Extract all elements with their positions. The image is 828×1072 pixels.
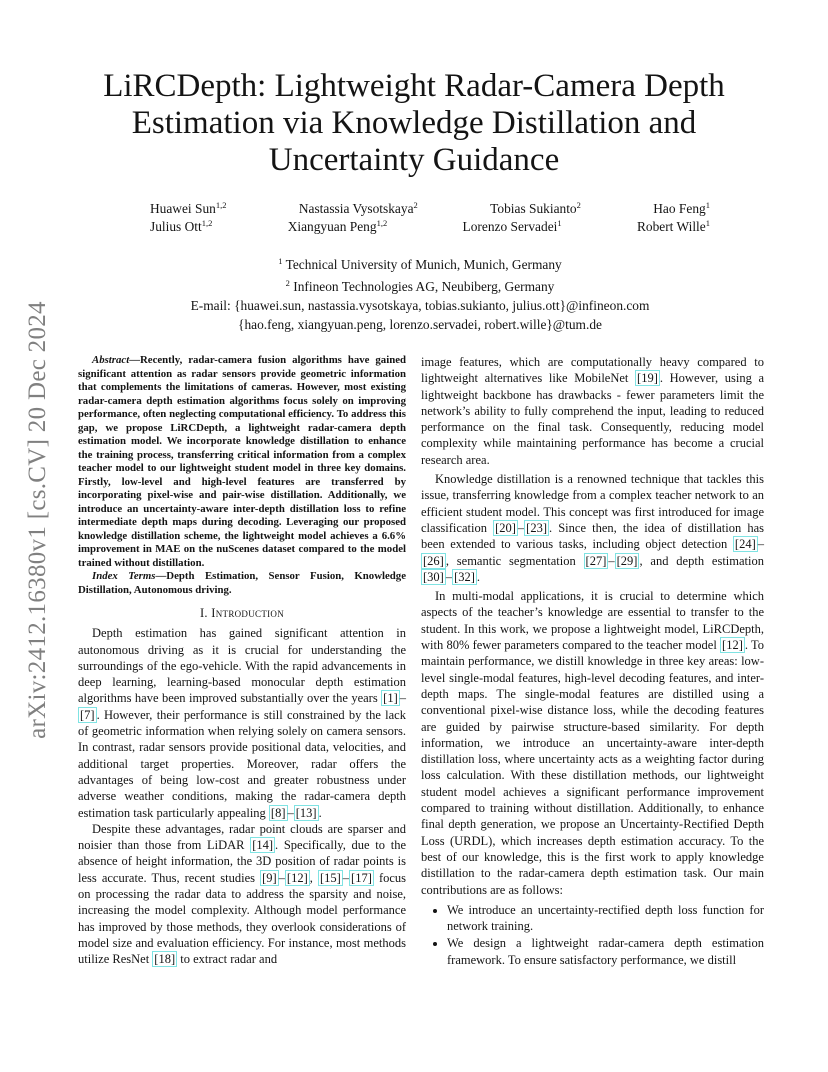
right-column (421, 354, 764, 969)
author: Hao Feng$^1$ (653, 200, 710, 216)
section-heading: I. Introduction (199, 606, 285, 620)
intro-paragraph-3: image features, which are computationally heavy compared to lightweight alternatives like MobileNet [19] . However, using a lightweight backbone has drawbacks - fewer parameters limit the network’s ability to fully comprehend the input, leading to reduced performance on the final task. Consequently, reducing model complexity while maintaining performance has become a crucial research area. (421, 355, 765, 467)
citation-link[interactable]: [8] (270, 805, 286, 820)
intro-paragraph-1: Depth estimation has gained significant attention in autonomous driving as it is crucial for understanding the surroundings of the ego-vehicle. With the rapid advancements in deep learning, learning-based monocular depth estimation algorithms have been improved substantially over the years [1] –[7] . However, their performance is still constrained by the lack of geometric information when relying solely on camera sensors. In contrast, radar sensors provide positional data, velocities, and additional target properties. Moreover, radar offers the advantages of being low-cost and greater robustness under adverse weather conditions, making the radar-camera depth estimation task particularly appealing [8] – [13] . (78, 626, 406, 820)
citation-link[interactable]: [29] (616, 553, 638, 568)
author: Robert Wille$^1$ (636, 218, 710, 234)
arxiv-sidebar (22, 280, 54, 760)
affiliations (100, 252, 740, 334)
citation-link[interactable]: [27] (585, 553, 607, 568)
affiliation-1: $^1$ Technical University of Munich, Munich, Germany (278, 256, 562, 272)
citation-link[interactable]: [15] (319, 870, 341, 885)
citation-link[interactable]: [7] (80, 707, 95, 722)
citation-link[interactable]: [12] (722, 638, 743, 653)
intro-paragraph-2: Despite these advantages, radar point clouds are sparser and noisier than those from LiDAR [14] . Specifically, due to the absence of height information, the 3D position of radar points is less accurate. Thus, recent studies [9] – [12] , [15] – [17] focus on processing the radar data to address the sparsity and noise, increasing the model complexity. Although model performance has improved by those methods, they overlook considerations of model size and evaluation efficiency. For instance, most methods utilize ResNet [18] to extract radar and (78, 821, 407, 967)
email-line-2: {hao.feng, xiangyuan.peng, lorenzo.servadei, robert.wille}@tum.de (238, 317, 602, 332)
email-line-1: E-mail: {huawei.sun, nastassia.vysotskaya, tobias.sukianto, julius.ott}@infineon.com (190, 298, 650, 313)
arxiv-identifier: arXiv:2412.16380v1 [cs.CV] 20 Dec 2024 (24, 301, 51, 739)
affiliation-2: $^2$ Infineon Technologies AG, Neubiberg, Germany (285, 278, 555, 294)
author: Nastassia Vysotskaya$^2$ (298, 200, 418, 216)
citation-link[interactable]: [26] (423, 553, 444, 568)
citation-link[interactable]: [18] (154, 952, 176, 967)
citation-link[interactable]: [9] (262, 870, 277, 885)
citation-link[interactable]: [32] (454, 569, 475, 584)
author: Julius Ott$^{1,2}$ (150, 218, 213, 234)
citation-link[interactable]: [17] (351, 870, 372, 885)
citation-link[interactable]: [13] (295, 805, 317, 820)
left-column (78, 354, 406, 968)
citation-link[interactable]: [30] (423, 569, 444, 584)
author-row-1 (150, 200, 710, 218)
contribution-list (421, 902, 764, 968)
citation-link[interactable]: [19] (637, 371, 658, 386)
author-list (150, 200, 710, 236)
index-terms: Index Terms—Depth Estimation, Sensor Fusion, Knowledge Distillation, Autonomous driving. (78, 570, 406, 596)
author: Xiangyuan Peng$^{1,2}$ (287, 218, 388, 234)
author: Tobias Sukianto$^2$ (490, 200, 581, 216)
citation-link[interactable]: [23] (526, 520, 547, 535)
list-item: • We design a lightweight radar-camera depth estimation framework. To ensure satisfactory performance, we distill (447, 935, 764, 968)
citation-link[interactable]: [12] (286, 870, 308, 885)
citation-link[interactable]: [24] (734, 537, 756, 552)
citation-link[interactable]: [14] (252, 838, 274, 853)
paper-title: LiRCDepth: Lightweight Radar-Camera Depth Estimation via Knowledge Distillation and Uncertainty Guidance (103, 68, 725, 178)
intro-paragraph-5: In multi-modal applications, it is crucial to determine which aspects of the teacher’s knowledge are essential to transfer to the student. In this work, we propose a lightweight model, LiRCDepth, with 80% fewer parameters compared to the teacher model [12] . To maintain performance, we distill knowledge in three key areas: low-level single-modal features, high-level decoding features, and inter-depth maps. The single-modal features are distilled using a conventional pixel-wise distance loss, while the decoding features are guided by pairwise structure-based similarity. For depth information, we introduce an uncertainty-aware inter-depth distillation loss, where uncertainty acts as a weighting factor during loss calculation. With these distillation methods, our lightweight student model achieves a significant performance improvement compared to training without distillation. Additionally, to enhance final depth generation, we propose an Uncertainty-Rectified Depth Loss (URDL), which increases depth estimation accuracy. To the best of our knowledge, this is the first work to apply knowledge distillation to the radar-camera depth estimation task. Our main contributions are as follows: (421, 589, 764, 897)
author: Huawei Sun$^{1,2}$ (150, 200, 227, 216)
intro-paragraph-4: Knowledge distillation is a renowned technique that tackles this issue, transferring knowledge from a complex teacher network to an efficient student model. This concept was first introduced for image classification [20] – [23] . Since then, the idea of distillation has been extended to various tasks, including object detection [24] –[26] , semantic segmentation [27] – [29] , and depth estimation [30] – [32] . (421, 472, 764, 584)
author-row-2 (150, 218, 710, 236)
citation-link[interactable]: [20] (495, 520, 516, 535)
abstract: Abstract—Recently, radar-camera fusion algorithms have gained significant attention as radar sensors provide geometric information that complements the limitations of cameras. However, most existing radar-camera depth estimation algorithms focus solely on improving performance, often neglecting computational efficiency. To address this gap, we propose LiRCDepth, a lightweight radar-camera depth estimation model. We incorporate knowledge distillation to enhance the training process, transferring critical information from a complex teacher model to our lightweight student model in three key domains. Firstly, low-level and high-level features are transferred by incorporating pixel-wise and pair-wise distillation. Additionally, we introduce an uncertainty-aware inter-depth distillation loss to refine intermediate depth maps during decoding. Leveraging our proposed knowledge distillation scheme, the lightweight model achieves a 6.6% improvement in MAE on the nuScenes dataset compared to the model trained without distillation. (78, 354, 406, 569)
list-item: • We introduce an uncertainty-rectified depth loss function for network training. (447, 902, 764, 935)
author: Lorenzo Servadei$^1$ (462, 218, 562, 234)
citation-link[interactable]: [1] (383, 691, 398, 706)
